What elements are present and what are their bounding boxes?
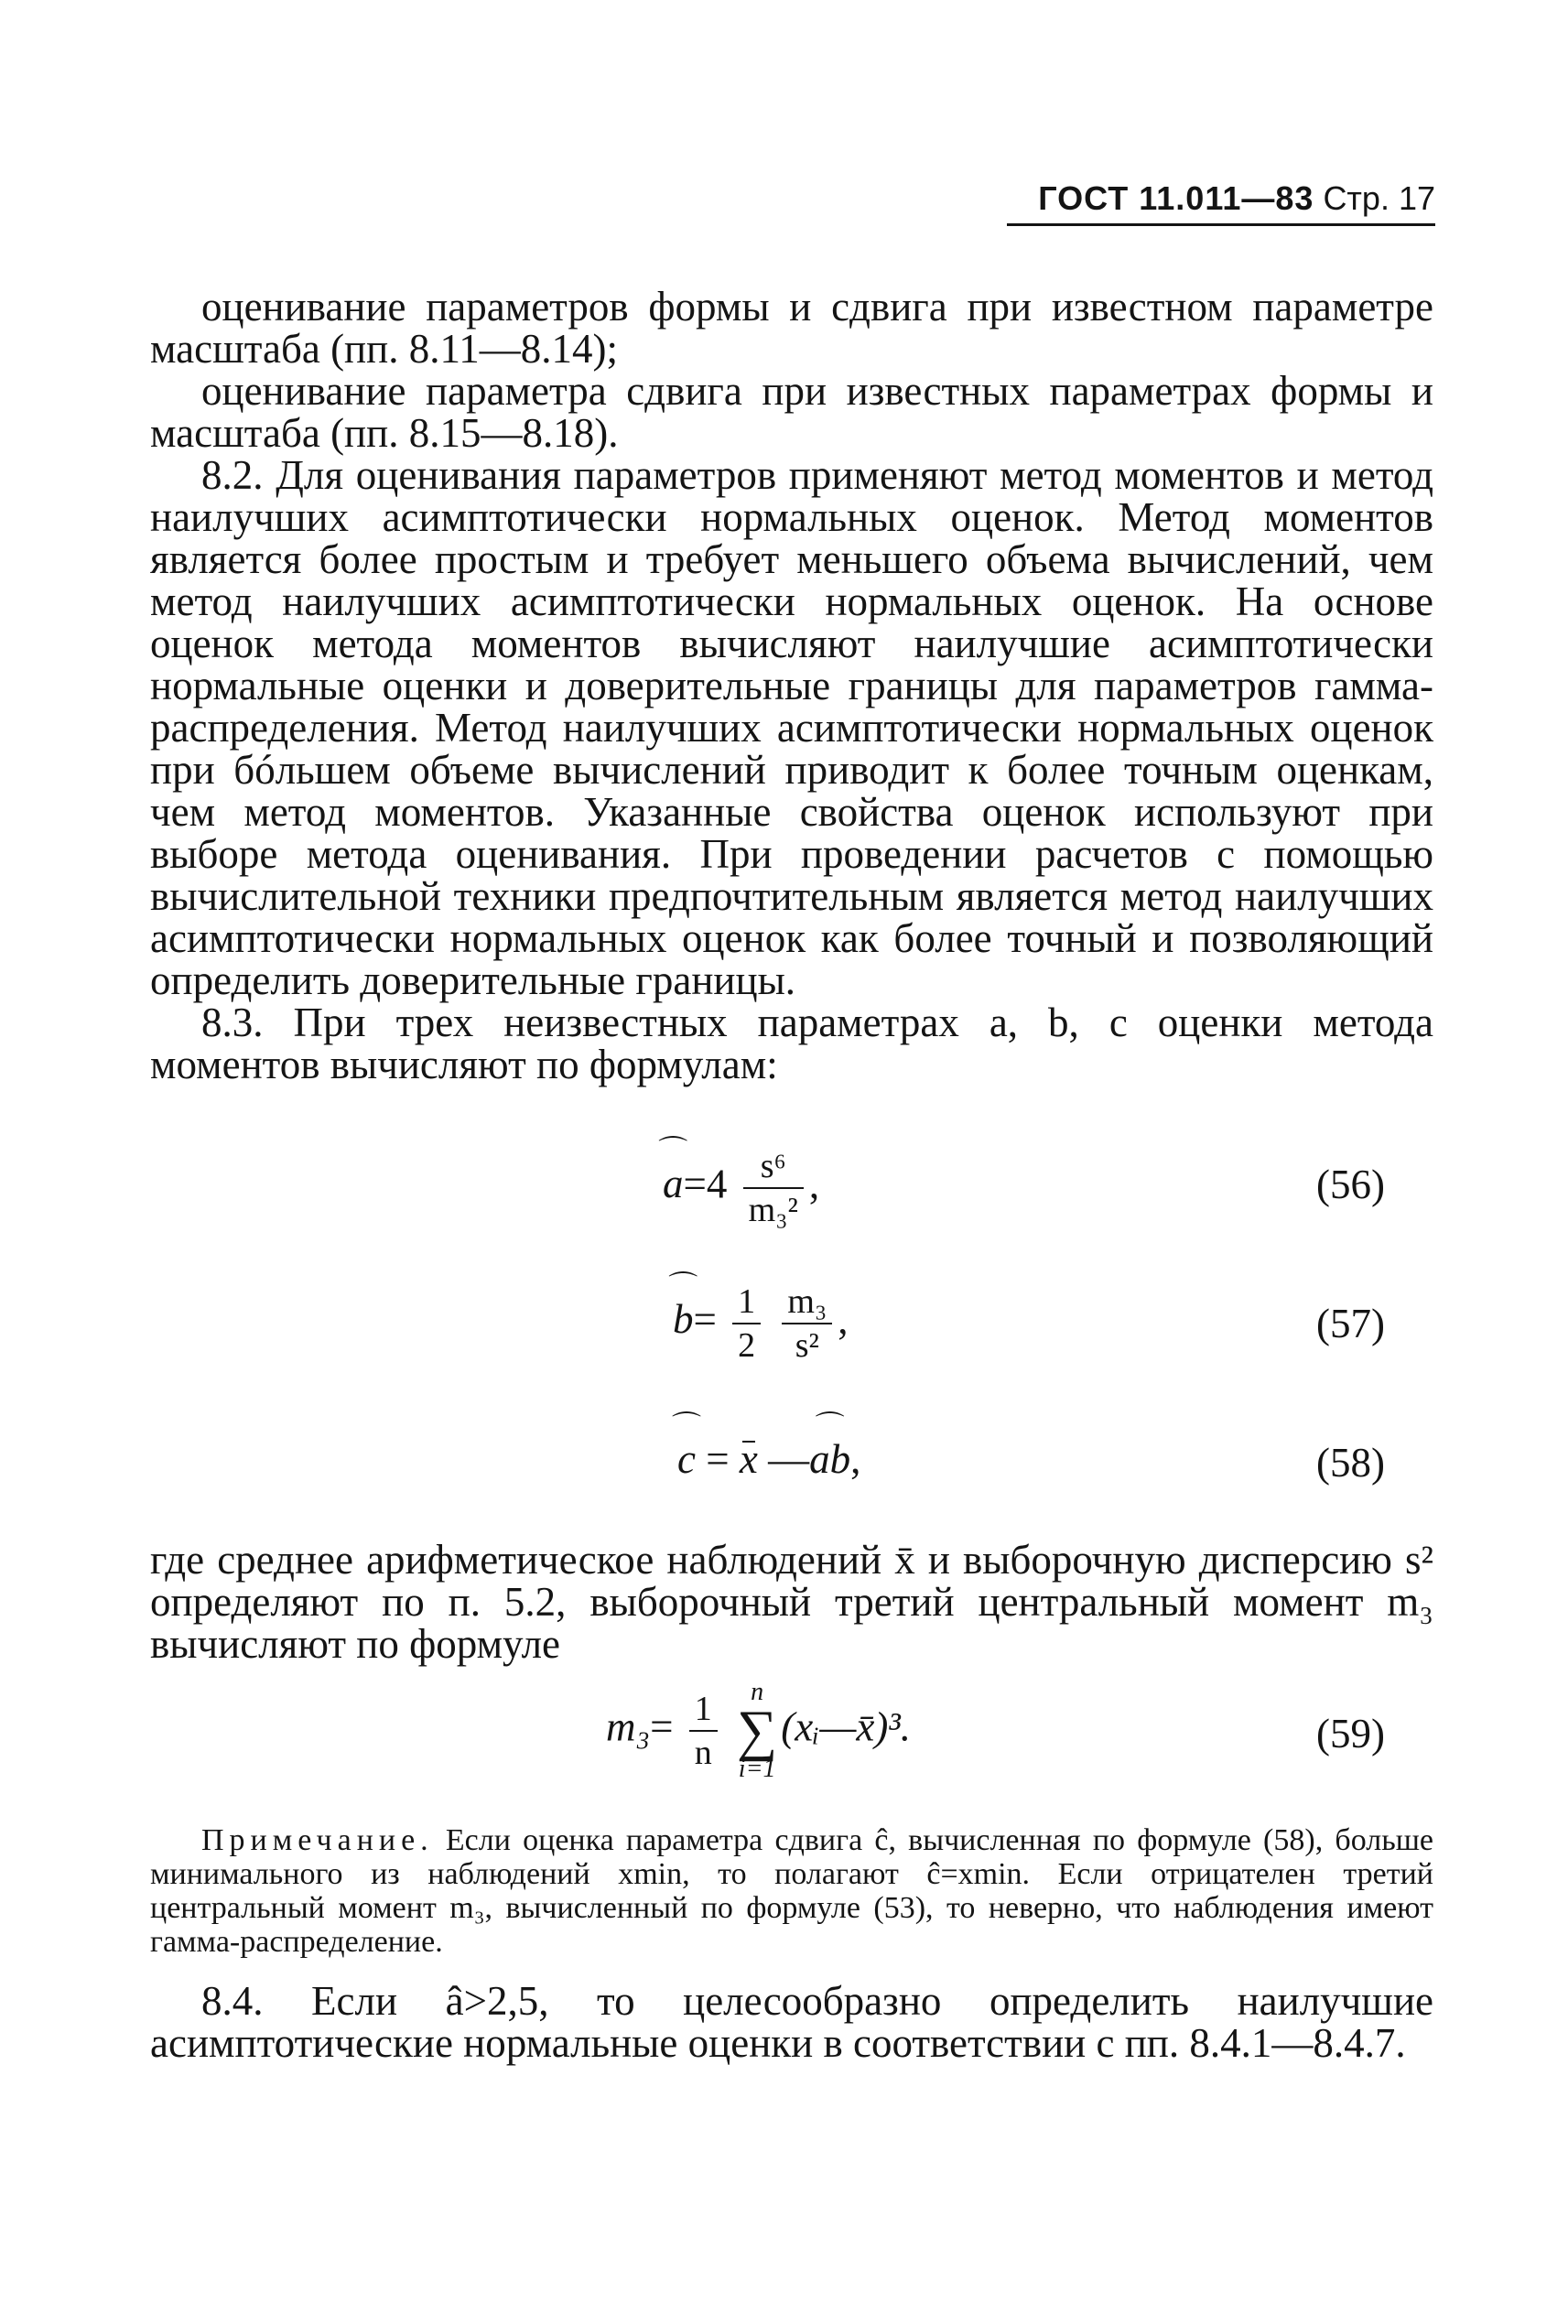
formula-eq: =4 xyxy=(683,1161,728,1207)
equation-number-57: (57) xyxy=(1316,1301,1385,1346)
formula-eq: = xyxy=(695,1436,740,1482)
sum-lower: i=1 xyxy=(738,1755,776,1783)
note-paragraph xyxy=(150,1823,1433,1959)
fraction xyxy=(732,1284,761,1363)
doc-code: ГОСТ 11.011—83 xyxy=(1038,179,1314,217)
paragraph: 8.2. Для оценивания параметров применяют метод моментов и метод наилучших асимптотически нормальных оценок. Метод моментов является более простым и требует меньшего объема вычислений, чем метод наилучших асимптотически нормальных оценок. На основе оценок метода моментов вычисляют наилучшие асимптотически нормальные оценки и доверительные границы для параметров гамма-распределения. Метод наилучших асимптотически нормальных оценок при бóльшем объеме вычислений приводит к более точным оценкам, чем метод моментов. Указанные свойства оценок используют при выборе метода оценивания. При проведении расчетов с помощью вычислительной техники предпочтительным является метод наилучших асимптотически нормальных оценок как более точный и позволяющий определить доверительные границы. xyxy=(150,452,1433,1003)
page-number: Стр. 17 xyxy=(1323,179,1435,217)
denominator: 2 xyxy=(732,1323,761,1363)
fraction xyxy=(743,1149,804,1227)
paragraph: 8.4. Если â>2,5, то целесообразно определить наилучшие асимптотические нормальные оценки в соответствии с пп. 8.4.1—8.4.7. xyxy=(150,1978,1433,2066)
equation-number-59: (59) xyxy=(1316,1711,1385,1757)
paragraph: оценивание параметра сдвига при известных параметрах формы и масштаба (пп. 8.15—8.18). xyxy=(150,368,1433,456)
formula-58 xyxy=(677,1436,861,1482)
note-label: Примечание. xyxy=(201,1823,434,1857)
formula-tail: , xyxy=(838,1296,849,1343)
paragraph-8-4 xyxy=(150,1980,1433,2064)
formula-57 xyxy=(673,1284,848,1363)
numerator: 1 xyxy=(694,1690,712,1728)
formula-eq: = xyxy=(650,1703,674,1750)
formula-tail: , xyxy=(808,1161,820,1207)
x-bar: x xyxy=(739,1436,758,1482)
note-text: Если оценка параметра сдвига ĉ, вычисленная по формуле (58), больше минимального из наблюдений xmin, то полагают ĉ=xmin. Если отрицателен третий центральный момент m₃, вычисленный по формуле (53), то неверно, что наблюдения имеют гамма-распределение. xyxy=(150,1823,1434,1959)
fraction xyxy=(689,1692,718,1770)
formula-lhs: ⌒ c xyxy=(677,1439,696,1480)
equation-number-58: (58) xyxy=(1316,1440,1385,1486)
middle-text xyxy=(150,1539,1433,1665)
numerator: m₃ xyxy=(787,1282,827,1321)
note-block xyxy=(150,1823,1433,1959)
formula-minus: — xyxy=(757,1436,810,1482)
formula-eq: = xyxy=(693,1296,717,1343)
paragraph: оценивание параметров формы и сдвига при известном параметре масштаба (пп. 8.11—8.14); xyxy=(150,284,1433,372)
formula-lhs: ⌒ b xyxy=(673,1299,694,1340)
sigma-symbol: ∑ xyxy=(737,1700,778,1762)
body-text xyxy=(150,286,1433,1086)
denominator: s² xyxy=(782,1323,832,1363)
formula-56 xyxy=(663,1149,819,1227)
numerator: 1 xyxy=(738,1282,756,1321)
formula-lhs: m₃ xyxy=(606,1703,651,1750)
summation xyxy=(737,1680,777,1782)
paragraph: 8.3. При трех неизвестных параметрах a, b, c оценки метода моментов вычисляют по формулам: xyxy=(150,1000,1433,1087)
formula-59 xyxy=(606,1680,911,1782)
formula-tail: , xyxy=(850,1436,861,1482)
sum-body: (xᵢ—x̄)³. xyxy=(781,1703,912,1750)
equation-number-56: (56) xyxy=(1316,1162,1385,1207)
paragraph: где среднее арифметическое наблюдений x̄ и выборочную дисперсию s² определяют по п. 5.2, выборочный третий центральный момент m₃ вычисляют по формуле xyxy=(150,1537,1433,1667)
numerator: s⁶ xyxy=(760,1147,786,1185)
sum-upper: n xyxy=(751,1678,764,1706)
denominator: n xyxy=(689,1730,718,1770)
formula-lhs: ⌒ a xyxy=(663,1163,684,1205)
page-header xyxy=(1007,179,1435,226)
ab-hat: ⌒ ab xyxy=(809,1439,850,1480)
fraction xyxy=(782,1284,832,1363)
denominator: m₃² xyxy=(743,1187,804,1227)
